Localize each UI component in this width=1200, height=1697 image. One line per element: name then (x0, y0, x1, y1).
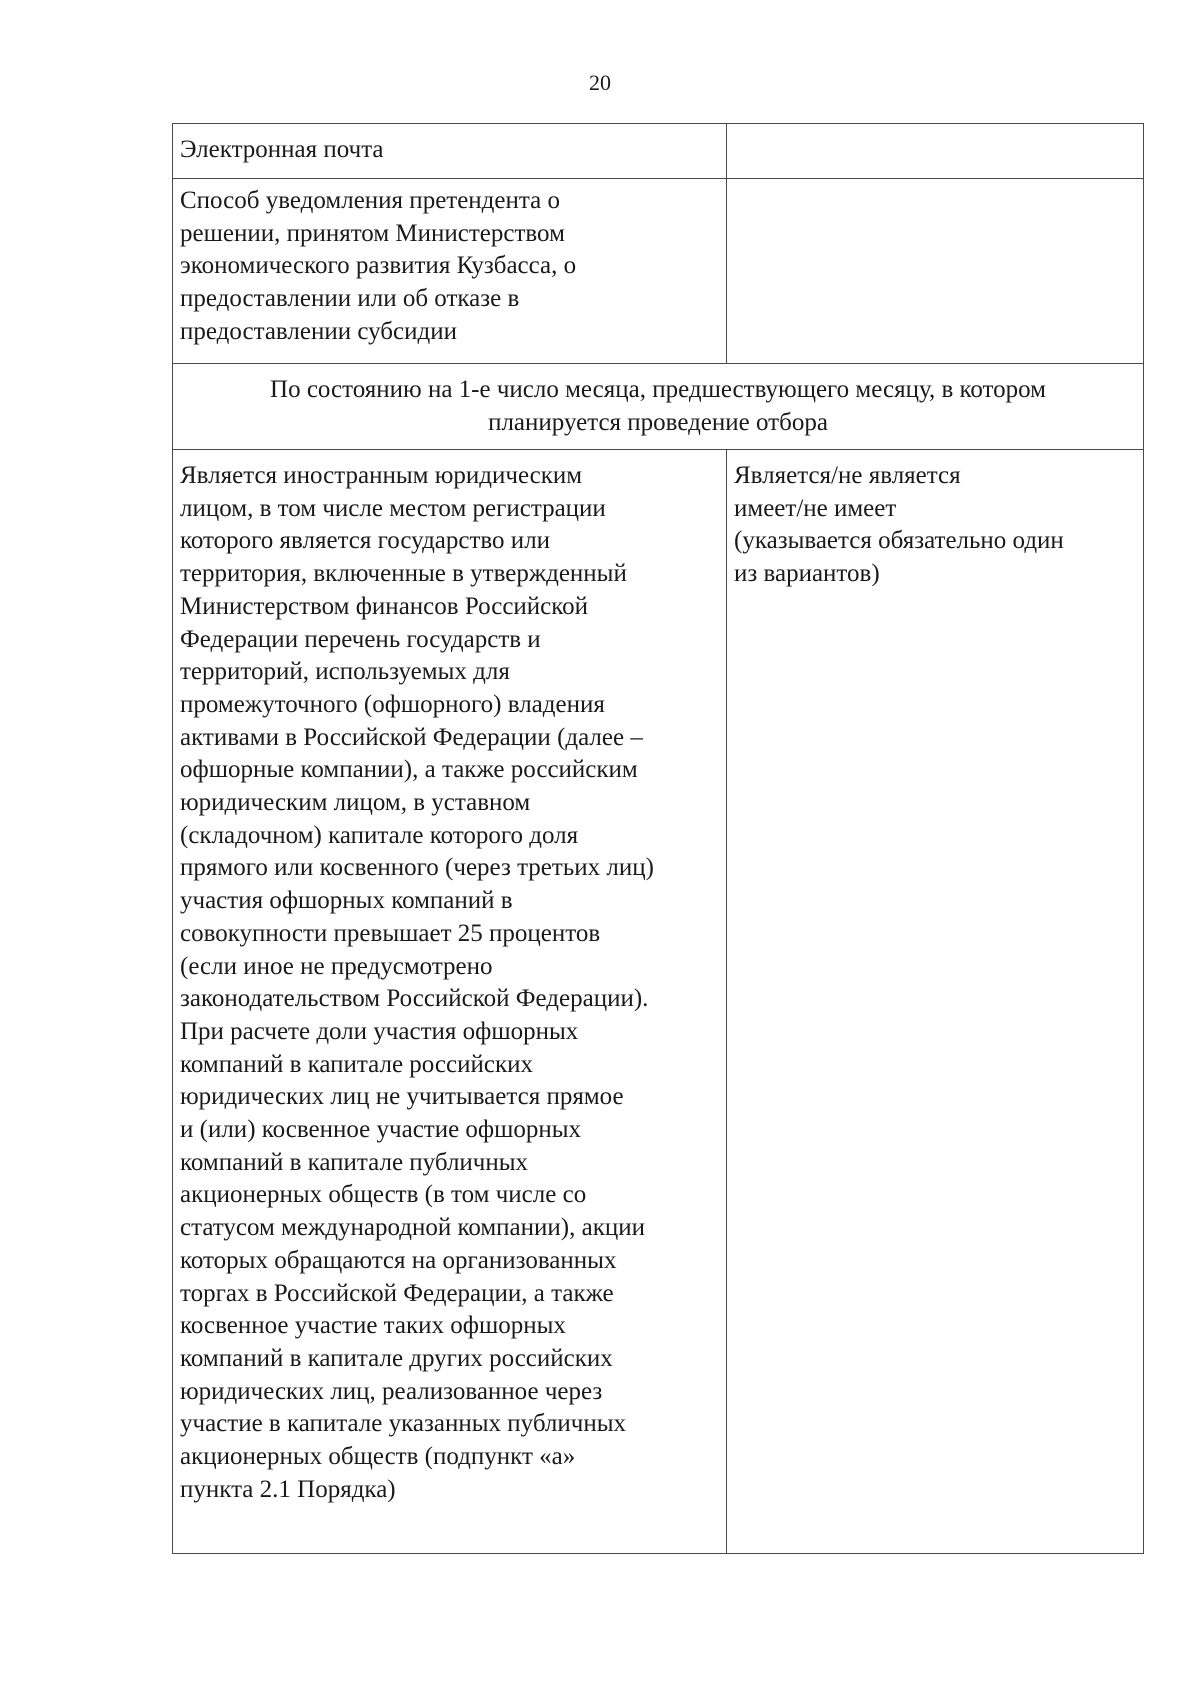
text-line: косвенное участие таких офшорных (180, 1312, 566, 1340)
text-line: участия офшорных компаний в (180, 887, 513, 915)
text-line: активами в Российской Федерации (далее – (180, 723, 643, 751)
text-line: Является иностранным юридическим (180, 462, 583, 489)
text-line: акционерных обществ (подпункт «а» (180, 1443, 576, 1471)
text-line: статусом международной компании), акции (180, 1214, 645, 1242)
text-line: (складочном) капитале которого доля (180, 821, 579, 849)
text-line: предоставлении субсидии (180, 317, 457, 345)
text-line: совокупности превышает 25 процентов (180, 919, 601, 947)
text-line: компаний в капитале публичных (180, 1148, 529, 1176)
text-line: промежуточного (офшорного) владения (180, 690, 605, 718)
text-line: предоставлении или об отказе в (180, 285, 520, 313)
label-cell-offshore-status (173, 450, 727, 1554)
text-line: При расчете доли участия офшорных (180, 1017, 579, 1045)
page-number: 20 (589, 70, 611, 95)
text-line: и (или) косвенное участие офшорных (180, 1116, 582, 1144)
application-form-table (172, 123, 1144, 1554)
text-line: Министерством финансов Российской (180, 592, 589, 620)
table-row-notification-method (173, 179, 1144, 364)
text-line: экономического развития Кузбасса, о (180, 252, 577, 280)
table-row-offshore-status (173, 450, 1144, 1554)
text-line: торгах в Российской Федерации, а также (180, 1279, 614, 1307)
section-header-cell (173, 364, 1144, 450)
label-cell-email (173, 124, 727, 179)
text-line: которых обращаются на организованных (180, 1246, 617, 1274)
text-line: прямого или косвенного (через третьих лиц) (180, 854, 654, 882)
table-row-email (173, 124, 1144, 179)
text-line: пункта 2.1 Порядка) (180, 1475, 396, 1503)
text-line: участие в капитале указанных публичных (180, 1410, 627, 1438)
text-line: из вариантов) (734, 560, 880, 588)
value-cell-notification-method (727, 179, 1144, 364)
text-line: компаний в капитале других российских (180, 1344, 613, 1372)
text-line: юридическим лицом, в уставном (180, 789, 531, 817)
text-line: решении, принятом Министерством (180, 219, 565, 247)
table-row-section-header (173, 364, 1144, 450)
text-line: имеет/не имеет (734, 494, 897, 522)
text-line: юридических лиц, реализованное через (180, 1377, 603, 1405)
label-cell-notification-method (173, 179, 727, 364)
text-line: офшорные компании), а также российским (180, 756, 638, 784)
text-line: (указывается обязательно один (734, 527, 1064, 555)
text-line: юридических лиц не учитывается прямое (180, 1083, 624, 1111)
text-line: которого является государство или (180, 527, 551, 555)
text-line: акционерных обществ (в том числе со (180, 1181, 587, 1209)
value-cell-email (727, 124, 1144, 179)
text-line: Является/не является (734, 462, 961, 489)
value-cell-offshore-status (727, 450, 1144, 1554)
text-line: Электронная почта (180, 136, 384, 163)
text-line: (если иное не предусмотрено (180, 952, 493, 980)
text-line: Федерации перечень государств и (180, 625, 541, 653)
text-line: территорий, используемых для (180, 658, 510, 686)
text-line: территория, включенные в утвержденный (180, 560, 627, 588)
text-line: планируется проведение отбора (488, 408, 828, 436)
text-line: Способ уведомления претендента о (180, 187, 560, 214)
text-line: компаний в капитале российских (180, 1050, 533, 1078)
text-line: лицом, в том числе местом регистрации (180, 494, 606, 522)
text-line: По состоянию на 1-е число месяца, предшествующего месяцу, в котором (270, 376, 1046, 403)
text-line: законодательством Российской Федерации). (180, 985, 649, 1013)
